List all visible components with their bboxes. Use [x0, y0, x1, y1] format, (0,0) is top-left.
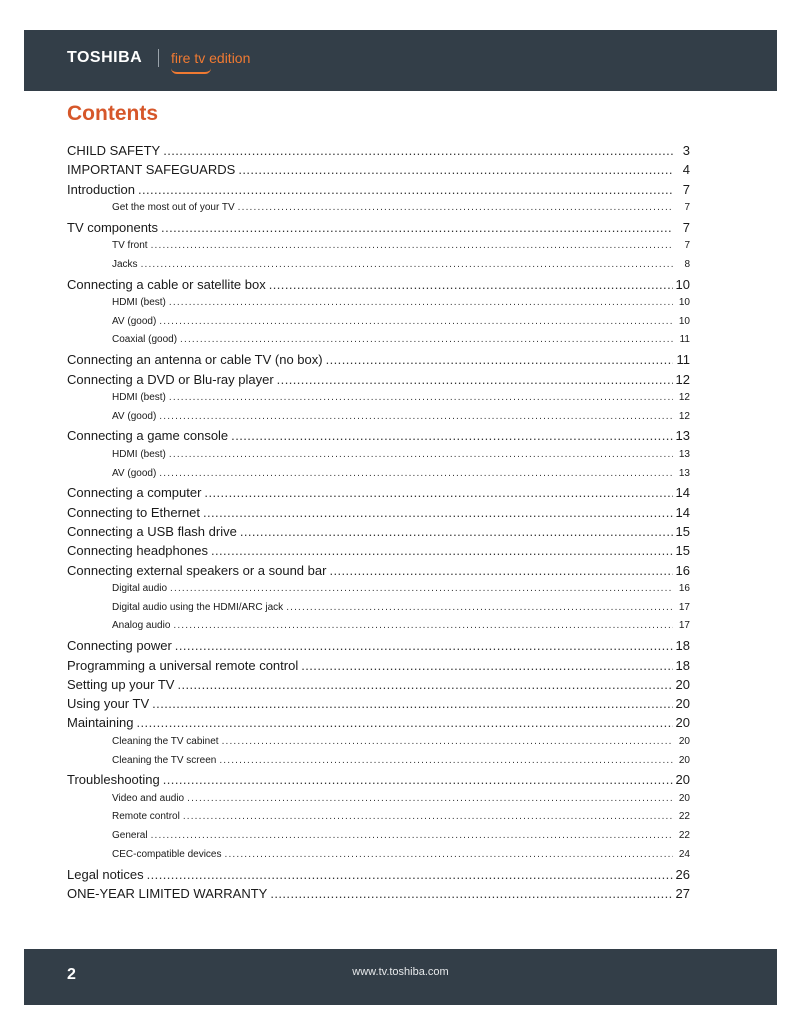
toc-leader-dots: [137, 713, 673, 732]
toc-entry-page: 20: [678, 735, 690, 747]
toc-leader-dots: [187, 790, 673, 809]
toc-entry-page: 12: [675, 371, 690, 387]
toc-entry-label: Connecting a game console: [67, 428, 229, 444]
toc-leader-dots: [225, 846, 674, 865]
toc-entry[interactable]: [67, 561, 690, 580]
toc-entry-label: Programming a universal remote control: [67, 657, 299, 673]
toc-entry-label: CEC-compatible devices: [112, 848, 222, 860]
toc-entry[interactable]: [67, 636, 690, 655]
toc-entry-label: Introduction: [67, 181, 135, 197]
toc-entry[interactable]: [67, 522, 690, 541]
toc-leader-dots: [211, 541, 673, 560]
toc-leader-dots: [141, 256, 673, 275]
toc-subentry[interactable]: [67, 446, 690, 465]
toc-entry-label: Using your TV: [67, 696, 150, 712]
toc-entry-label: Legal notices: [67, 866, 144, 882]
edition-logo: [171, 50, 250, 66]
toc-entry[interactable]: [67, 350, 690, 369]
toc-leader-dots: [163, 141, 673, 160]
toc-leader-dots: [169, 389, 673, 408]
toc-entry-label: Maintaining: [67, 715, 134, 731]
brand-logo: TOSHIBA: [67, 49, 143, 66]
toc-leader-dots: [180, 331, 673, 350]
toc-subentry[interactable]: [67, 846, 690, 865]
toc-entry-label: Video and audio: [112, 792, 185, 804]
toc-leader-dots: [329, 561, 672, 580]
toc-entry-page: 13: [678, 448, 690, 460]
toc-entry-page: 3: [682, 143, 690, 158]
toc-subentry[interactable]: [67, 752, 690, 771]
toc-subentry[interactable]: [67, 331, 690, 350]
toc-entry-label: TV front: [112, 239, 148, 251]
toc-entry[interactable]: [67, 370, 690, 389]
toc-subentry[interactable]: [67, 827, 690, 846]
toc-entry-label: Jacks: [112, 258, 138, 270]
toc-entry[interactable]: [67, 675, 690, 694]
toc-entry-page: 7: [682, 181, 690, 197]
toc-entry-label: IMPORTANT SAFEGUARDS: [67, 162, 236, 178]
toc-entry-page: 20: [678, 792, 690, 804]
toc-leader-dots: [301, 656, 672, 675]
toc-leader-dots: [177, 675, 672, 694]
toc-entry-page: 20: [675, 772, 690, 788]
toc-entry-page: 11: [679, 334, 690, 346]
toc-leader-dots: [147, 865, 673, 884]
toc-entry-label: CHILD SAFETY: [67, 143, 161, 158]
toc-entry-label: Connecting to Ethernet: [67, 504, 200, 520]
toc-leader-dots: [240, 522, 673, 541]
toc-entry-label: Remote control: [112, 811, 180, 823]
toc-entry[interactable]: [67, 180, 690, 199]
toc-entry[interactable]: [67, 426, 690, 445]
brand-divider: [158, 49, 159, 67]
toc-entry-label: Digital audio: [112, 582, 168, 594]
toc-leader-dots: [231, 426, 672, 445]
toc-entry-label: Analog audio: [112, 620, 171, 632]
toc-entry-label: ONE-YEAR LIMITED WARRANTY: [67, 886, 268, 902]
toc-entry-page: 24: [678, 848, 690, 860]
toc-entry-page: 10: [678, 296, 690, 308]
toc-entry-page: 7: [682, 219, 690, 235]
toc-entry-page: 20: [675, 696, 690, 712]
toc-leader-dots: [270, 884, 672, 903]
toc-entry-label: Connecting power: [67, 638, 172, 654]
toc-leader-dots: [219, 752, 673, 771]
toc-leader-dots: [151, 827, 673, 846]
toc-entry-label: Connecting headphones: [67, 543, 208, 559]
toc-leader-dots: [169, 294, 673, 313]
toc-leader-dots: [175, 636, 673, 655]
toc-entry-label: AV (good): [112, 467, 157, 479]
toc-entry-label: Digital audio using the HDMI/ARC jack: [112, 601, 284, 613]
toc-entry-label: Connecting external speakers or a sound bar: [67, 562, 327, 578]
toc-entry[interactable]: [67, 656, 690, 675]
toc-leader-dots: [238, 160, 673, 179]
toc-entry-page: 14: [675, 504, 690, 520]
toc-entry-page: 10: [678, 315, 690, 327]
toc-entry-page: 12: [678, 410, 690, 422]
toc-entry-page: 13: [678, 467, 690, 479]
toc-subentry[interactable]: [67, 617, 690, 636]
toc-subentry[interactable]: [67, 808, 690, 827]
toc-leader-dots: [151, 237, 673, 256]
toc-leader-dots: [170, 580, 673, 599]
toc-entry[interactable]: [67, 541, 690, 560]
toc-entry-page: 20: [675, 676, 690, 692]
toc-subentry[interactable]: [67, 465, 690, 484]
toc-entry-page: 20: [675, 715, 690, 731]
amazon-smile-icon: [171, 68, 211, 74]
toc-entry[interactable]: [67, 694, 690, 713]
toc-entry-label: Connecting a USB flash drive: [67, 523, 237, 539]
toc-entry-page: 14: [675, 485, 690, 501]
toc-entry-page: 22: [678, 830, 690, 842]
toc-entry-page: 17: [678, 601, 690, 613]
toc-leader-dots: [159, 465, 673, 484]
toc-entry-page: 16: [678, 582, 690, 594]
edition-label: fire tv edition: [171, 50, 251, 66]
toc-leader-dots: [222, 733, 673, 752]
toc-entry[interactable]: [67, 713, 690, 732]
toc-entry-page: 8: [684, 258, 690, 270]
toc-subentry[interactable]: [67, 580, 690, 599]
toc-entry[interactable]: [67, 483, 690, 502]
toc-entry-label: Coaxial (good): [112, 334, 178, 346]
toc-entry-page: 12: [678, 391, 690, 403]
toc-entry[interactable]: [67, 770, 690, 789]
toc-leader-dots: [326, 350, 673, 369]
toc-entry-label: General: [112, 830, 148, 842]
toc-entry-label: HDMI (best): [112, 296, 166, 308]
table-of-contents: [67, 141, 690, 903]
toc-leader-dots: [159, 408, 673, 427]
toc-leader-dots: [183, 808, 673, 827]
toc-leader-dots: [238, 199, 673, 218]
toc-subentry[interactable]: [67, 733, 690, 752]
toc-entry-page: 4: [682, 162, 690, 178]
toc-entry[interactable]: [67, 160, 690, 179]
toc-leader-dots: [277, 370, 673, 389]
toc-subentry[interactable]: [67, 389, 690, 408]
toc-entry-label: AV (good): [112, 410, 157, 422]
toc-subentry[interactable]: [67, 790, 690, 809]
toc-entry-label: Connecting a DVD or Blu-ray player: [67, 371, 274, 387]
toc-entry-label: Cleaning the TV screen: [112, 754, 217, 766]
toc-entry-label: AV (good): [112, 315, 157, 327]
toc-leader-dots: [163, 770, 673, 789]
toc-leader-dots: [173, 617, 673, 636]
toc-entry-page: 10: [675, 276, 690, 292]
toc-leader-dots: [138, 180, 673, 199]
toc-entry-page: 15: [675, 543, 690, 559]
toc-entry-label: Connecting an antenna or cable TV (no box): [67, 352, 323, 368]
toc-entry-page: 18: [675, 638, 690, 654]
page-footer: [24, 949, 777, 1005]
toc-entry-label: HDMI (best): [112, 391, 166, 403]
toc-entry[interactable]: [67, 884, 690, 903]
toc-entry-page: 27: [675, 886, 690, 902]
toc-entry-page: 18: [675, 657, 690, 673]
toc-entry-page: 7: [684, 239, 690, 251]
toc-leader-dots: [203, 503, 673, 522]
toc-subentry[interactable]: [67, 199, 690, 218]
page-title: Contents: [67, 102, 158, 125]
toc-entry[interactable]: [67, 503, 690, 522]
toc-leader-dots: [152, 694, 672, 713]
toc-entry[interactable]: [67, 865, 690, 884]
footer-url[interactable]: www.tv.toshiba.com: [352, 966, 449, 978]
toc-entry-label: Connecting a cable or satellite box: [67, 276, 266, 292]
toc-subentry[interactable]: [67, 599, 690, 618]
toc-entry[interactable]: [67, 141, 690, 160]
toc-leader-dots: [161, 218, 673, 237]
toc-entry-label: Setting up your TV: [67, 676, 175, 692]
toc-entry[interactable]: [67, 218, 690, 237]
toc-leader-dots: [159, 313, 673, 332]
toc-entry-page: 7: [684, 201, 690, 213]
page-header: [24, 30, 777, 91]
toc-leader-dots: [286, 599, 673, 618]
toc-entry-page: 26: [675, 866, 690, 882]
toc-entry-label: Cleaning the TV cabinet: [112, 735, 219, 747]
toc-entry-page: 17: [678, 620, 690, 632]
toc-entry-label: Connecting a computer: [67, 485, 202, 501]
toc-subentry[interactable]: [67, 313, 690, 332]
toc-subentry[interactable]: [67, 237, 690, 256]
toc-entry[interactable]: [67, 275, 690, 294]
toc-entry-page: 22: [678, 811, 690, 823]
toc-subentry[interactable]: [67, 256, 690, 275]
toc-entry-label: Get the most out of your TV: [112, 201, 235, 213]
toc-entry-page: 11: [676, 352, 690, 368]
toc-entry-label: HDMI (best): [112, 448, 166, 460]
toc-leader-dots: [204, 483, 672, 502]
toc-entry-page: 20: [678, 754, 690, 766]
toc-entry-label: Troubleshooting: [67, 772, 160, 788]
toc-entry-label: TV components: [67, 219, 159, 235]
toc-entry-page: 13: [675, 428, 690, 444]
toc-subentry[interactable]: [67, 408, 690, 427]
toc-entry-page: 15: [675, 523, 690, 539]
page-number: 2: [67, 966, 76, 983]
toc-entry-page: 16: [675, 562, 690, 578]
toc-subentry[interactable]: [67, 294, 690, 313]
toc-leader-dots: [169, 446, 673, 465]
toc-leader-dots: [269, 275, 673, 294]
